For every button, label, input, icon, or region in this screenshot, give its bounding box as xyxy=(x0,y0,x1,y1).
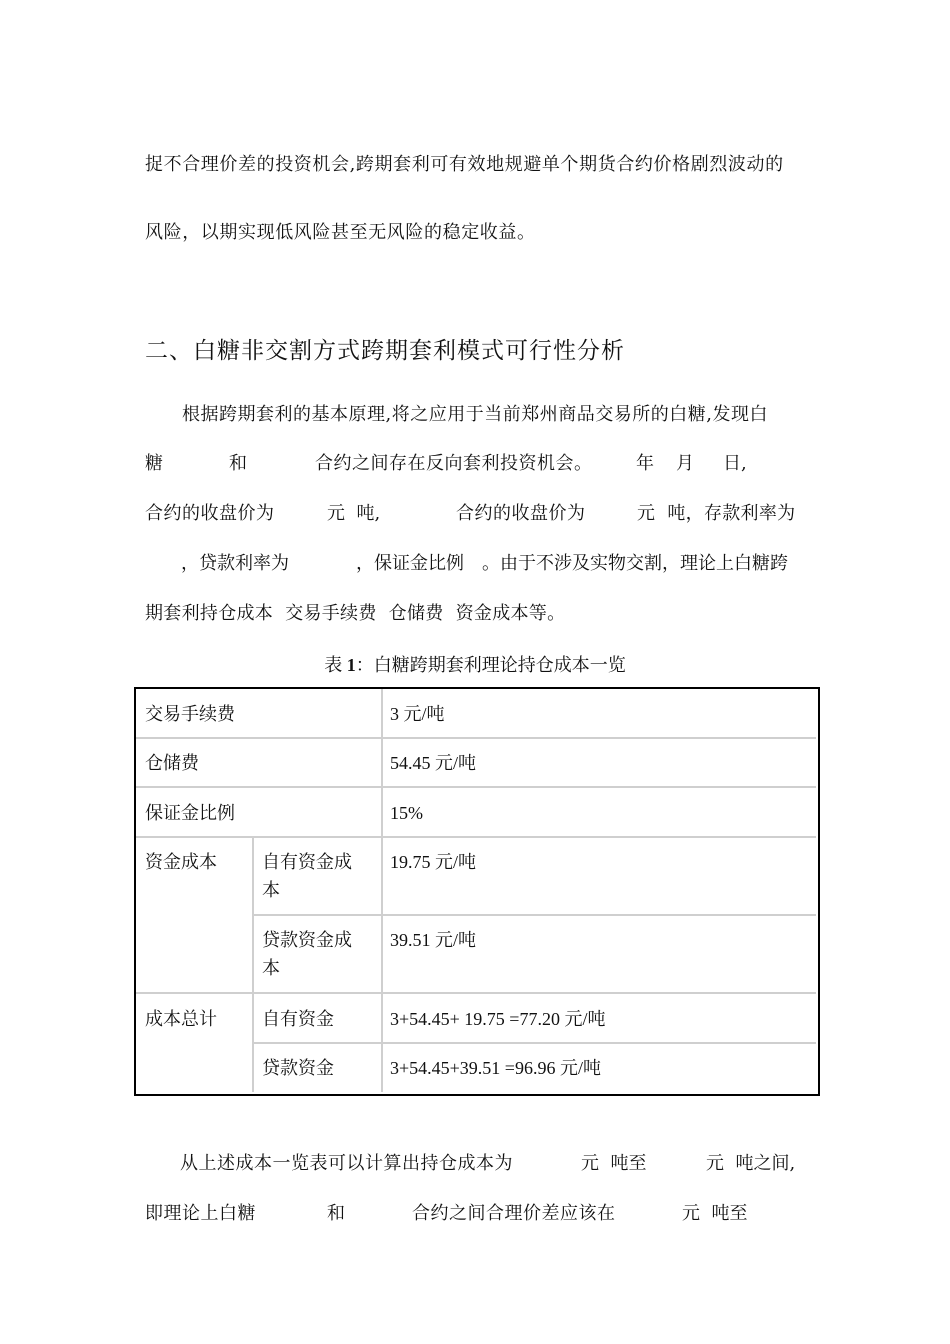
table-cell: 成本总计 xyxy=(145,1009,217,1029)
paragraph-text: 合约的收盘价为 xyxy=(456,503,586,524)
table-cell: 54.45 元/吨 xyxy=(390,753,477,773)
paragraph-line: 根据跨期套利的基本原理,将之应用于当前郑州商品交易所的白糖,发现白 xyxy=(182,404,768,425)
table-cell: 资金成本 xyxy=(145,852,217,872)
table-cell: 本 xyxy=(262,958,280,978)
paragraph-line: 期套利持仓成本 交易手续费 仓储费 资金成本等。 xyxy=(145,603,566,624)
table-cell: 39.51 元/吨 xyxy=(390,930,477,950)
paragraph-text: 合约的收盘价为 xyxy=(145,503,275,524)
paragraph-text: 元 吨，存款利率为 xyxy=(637,503,796,524)
caption-text: ：白糖跨期套利理论持仓成本一览 xyxy=(355,655,626,675)
paragraph-text: 和 xyxy=(229,453,247,474)
section-heading: 二、白糖非交割方式跨期套利模式可行性分析 xyxy=(145,338,625,364)
table-cell: 交易手续费 xyxy=(145,704,235,724)
table-cell: 贷款资金成 xyxy=(262,930,352,950)
paragraph-text: 和 xyxy=(327,1203,345,1224)
paragraph-text: 日, xyxy=(723,453,747,474)
paragraph-line: 捉不合理价差的投资机会,跨期套利可有效地规避单个期货合约价格剧烈波动的 xyxy=(145,154,784,175)
paragraph-text: 年 xyxy=(636,453,654,474)
table-caption xyxy=(0,654,950,676)
caption-number: 1 xyxy=(346,655,356,675)
paragraph-text: ，贷款利率为 xyxy=(181,553,289,574)
paragraph-text: 。由于不涉及实物交割，理论上白糖跨 xyxy=(482,553,788,574)
table-cell: 3 元/吨 xyxy=(390,704,445,724)
paragraph-text: 月 xyxy=(676,453,694,474)
paragraph-text: 元 吨, xyxy=(327,503,381,524)
table-cell: 3+54.45+ 19.75 =77.20 元/吨 xyxy=(390,1009,606,1029)
table-cell: 自有资金 xyxy=(262,1009,334,1029)
table-cell: 3+54.45+39.51 =96.96 元/吨 xyxy=(390,1058,601,1078)
table-cell: 19.75 元/吨 xyxy=(390,852,477,872)
table-cell: 自有资金成 xyxy=(262,852,352,872)
caption-prefix: 表 xyxy=(324,655,347,675)
paragraph-text: ，保证金比例 xyxy=(356,553,464,574)
paragraph-line: 风险，以期实现低风险甚至无风险的稳定收益。 xyxy=(145,222,536,243)
paragraph-text: 糖 xyxy=(145,453,163,474)
paragraph-text: 元 吨之间, xyxy=(706,1153,796,1174)
paragraph-text: 元 吨至 xyxy=(581,1153,647,1174)
paragraph-text: 即理论上白糖 xyxy=(145,1203,256,1224)
table-cell: 仓储费 xyxy=(145,753,199,773)
paragraph-text: 元 吨至 xyxy=(682,1203,748,1224)
paragraph-text: 从上述成本一览表可以计算出持仓成本为 xyxy=(180,1153,513,1174)
table-cell: 本 xyxy=(262,880,280,900)
table-cell: 保证金比例 xyxy=(145,803,235,823)
paragraph-text: 合约之间合理价差应该在 xyxy=(412,1203,616,1224)
table-frame xyxy=(134,687,820,1096)
table-cell: 贷款资金 xyxy=(262,1058,334,1078)
paragraph-text: 合约之间存在反向套利投资机会。 xyxy=(315,453,593,474)
table-cell: 15% xyxy=(390,803,423,823)
